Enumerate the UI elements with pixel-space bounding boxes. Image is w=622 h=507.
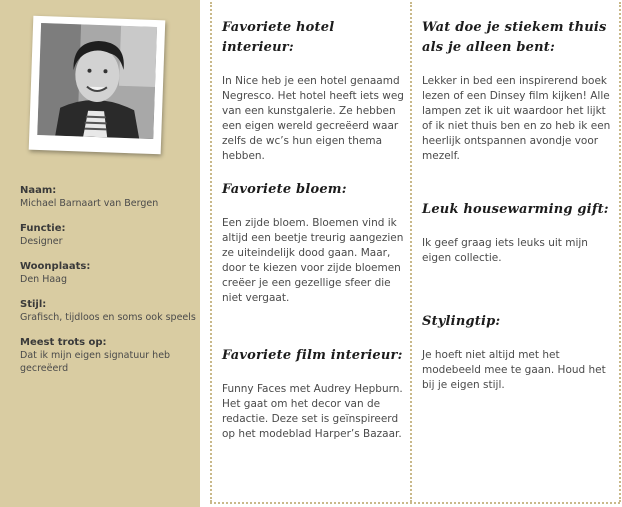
fact-value: Designer	[20, 236, 63, 247]
portrait-illustration	[37, 23, 157, 139]
section-body: Je hoeft niet altijd met het modebeeld mee te gaan. Houd het bij je eigen stijl.	[422, 349, 606, 391]
fact-value: Dat ik mijn eigen signatuur heb gecreëerd	[20, 350, 171, 374]
bottom-divider	[210, 502, 620, 504]
profile-sidebar	[0, 0, 200, 507]
fact-style	[20, 298, 196, 324]
column-divider-right	[619, 2, 621, 502]
column-divider-left	[210, 2, 212, 502]
column-divider-middle	[410, 2, 412, 502]
fact-proudest	[20, 336, 196, 375]
qa-section	[422, 200, 612, 266]
section-heading: Wat doe je stiekem thuis als je alleen bent:	[422, 20, 607, 55]
section-heading: Favoriete bloem:	[222, 182, 347, 197]
fact-value: Grafisch, tijdloos en soms ook speels	[20, 312, 196, 323]
fact-label: Meest trots op:	[20, 337, 107, 348]
qa-section	[422, 18, 612, 164]
portrait-photo	[37, 23, 157, 139]
fact-name	[20, 184, 196, 210]
section-body: Lekker in bed een inspirerend boek lezen of een Dinsey film kijken! Alle lampen zet ik uit waardoor het lijkt of ik niet thuis ben en zo heb ik een heerlijk ontspannen avondje voor mezelf.	[422, 75, 611, 162]
fact-value: Den Haag	[20, 274, 68, 285]
qa-section	[222, 180, 408, 306]
section-heading: Favoriete hotel interieur:	[222, 20, 335, 55]
qa-section	[222, 346, 408, 442]
fact-label: Stijl:	[20, 299, 47, 310]
fact-function	[20, 222, 196, 248]
qa-section	[422, 312, 612, 393]
section-body: Funny Faces met Audrey Hepburn. Het gaat om het decor van de redactie. Deze set is geïnspireerd op het modeblad Harper’s Bazaar.	[222, 383, 403, 440]
portrait-photo-frame	[29, 16, 166, 155]
section-heading: Stylingtip:	[422, 314, 501, 329]
section-heading: Leuk housewarming gift:	[422, 202, 609, 217]
section-body: Een zijde bloem. Bloemen vind ik altijd een beetje treurig aangezien ze uiteindelijk dood gaan. Maar, door te kiezen voor zijde bloemen creëer je een gezellige sfeer die niet vergaat.	[222, 217, 404, 304]
section-heading: Favoriete film interieur:	[222, 348, 403, 363]
section-body: In Nice heb je een hotel genaamd Negresco. Het hotel heeft iets weg van een kunstgalerie. Ze hebben een eigen wereld gecreëerd waar zelfs de wc’s hun eigen thema hebben.	[222, 75, 404, 162]
section-body: Ik geef graag iets leuks uit mijn eigen collectie.	[422, 237, 588, 264]
qa-section	[222, 18, 408, 164]
profile-facts	[20, 184, 196, 387]
fact-label: Woonplaats:	[20, 261, 91, 272]
fact-label: Naam:	[20, 185, 57, 196]
fact-residence	[20, 260, 196, 286]
fact-value: Michael Barnaart van Bergen	[20, 198, 159, 209]
fact-label: Functie:	[20, 223, 66, 234]
